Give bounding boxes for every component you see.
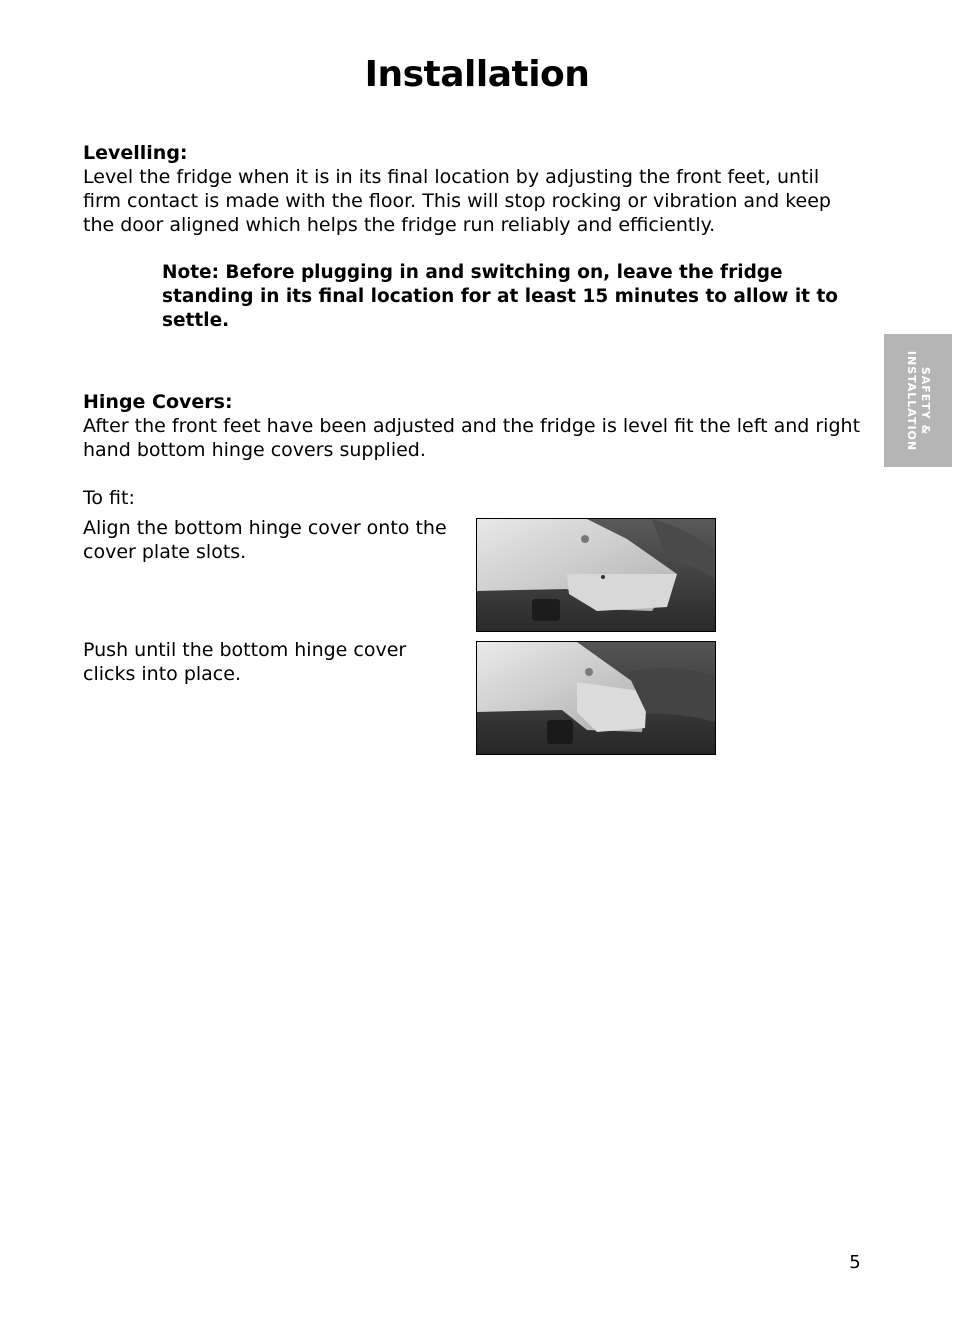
side-tab-label: SAFETY & INSTALLATION [905, 350, 932, 451]
hinge-covers-text: After the front feet have been adjusted and the fridge is level fit the left and right hand bottom hinge covers supplied. [83, 415, 861, 461]
page-number: 5 [849, 1252, 861, 1273]
hinge-covers-section [83, 390, 863, 462]
levelling-section [83, 141, 863, 237]
levelling-heading: Levelling: [83, 142, 188, 164]
step-text-push: Push until the bottom hinge cover clicks into place. [83, 639, 407, 685]
photo-push-hinge-cover [476, 641, 716, 755]
settle-note: Note: Before plugging in and switching on, leave the fridge standing in its final location for at least 15 minutes to allow it to settle. [162, 262, 839, 331]
photo-align-hinge-cover [476, 518, 716, 632]
step-text-align: Align the bottom hinge cover onto the cover plate slots. [83, 517, 447, 563]
levelling-text: Level the fridge when it is in its final location by adjusting the front feet, until firm contact is made with the floor. This will stop rocking or vibration and keep the door aligned which helps the fridge run reliably and efficiently. [83, 166, 831, 236]
page-title: Installation [364, 54, 590, 95]
hinge-covers-heading: Hinge Covers: [83, 391, 233, 413]
to-fit-label: To fit: [83, 487, 135, 509]
section-side-tab [884, 334, 952, 467]
